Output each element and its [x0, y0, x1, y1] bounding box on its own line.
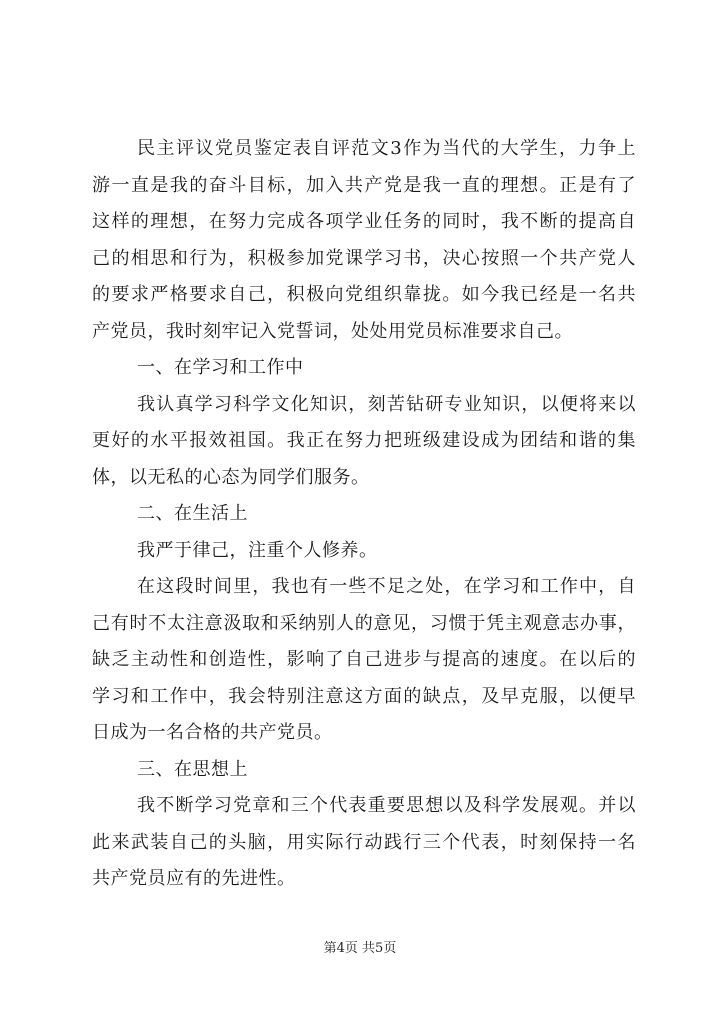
text-line: 民主评议党员鉴定表自评范文3作为当代的大学生，力争上: [137, 138, 636, 159]
text-line: 此来武装自己的头脑，用实际行动践行三个代表，时刻保持一名: [92, 831, 636, 853]
text-line: 的要求严格要求自己，积极向党组织靠拢。如今我已经是一名共: [92, 284, 636, 305]
text-line: 我严于律己，注重个人修养。: [137, 539, 378, 561]
text-line: 己的相思和行为，积极参加党课学习书，决心按照一个共产党人: [92, 247, 636, 269]
text-line: 缺乏主动性和创造性，影响了自己进步与提高的速度。在以后的: [92, 649, 636, 670]
text-line: 我认真学习科学文化知识，刻苦钻研专业知识，以便将来以: [137, 393, 636, 415]
text-line: 三、在思想上: [137, 758, 248, 780]
text-line: 在这段时间里，我也有一些不足之处，在学习和工作中，自: [137, 576, 636, 597]
text-line: 己有时不太注意汲取和采纳别人的意见，习惯于凭主观意志办事，: [92, 612, 636, 634]
text-line: 游一直是我的奋斗目标，加入共产党是我一直的理想。正是有了: [92, 174, 636, 196]
text-line: 我不断学习党章和三个代表重要思想以及科学发展观。并以: [137, 795, 636, 816]
page-number-footer: 第4页 共5页: [323, 941, 397, 956]
text-line: 体，以无私的心态为同学们服务。: [92, 466, 370, 488]
text-line: 共产党员应有的先进性。: [92, 868, 296, 889]
text-line: 日成为一名合格的共产党员。: [92, 722, 333, 743]
document-body: [92, 131, 636, 898]
text-line: 二、在生活上: [137, 503, 248, 524]
text-line: 学习和工作中，我会特别注意这方面的缺点，及早克服，以便早: [92, 685, 636, 707]
text-line: 一、在学习和工作中: [137, 357, 304, 378]
text-line: 这样的理想，在努力完成各项学业任务的同时，我不断的提高自: [92, 211, 636, 232]
text-line: 更好的水平报效祖国。我正在努力把班级建设成为团结和谐的集: [92, 430, 636, 451]
text-line: 产党员，我时刻牢记入党誓词，处处用党员标准要求自己。: [92, 320, 573, 342]
